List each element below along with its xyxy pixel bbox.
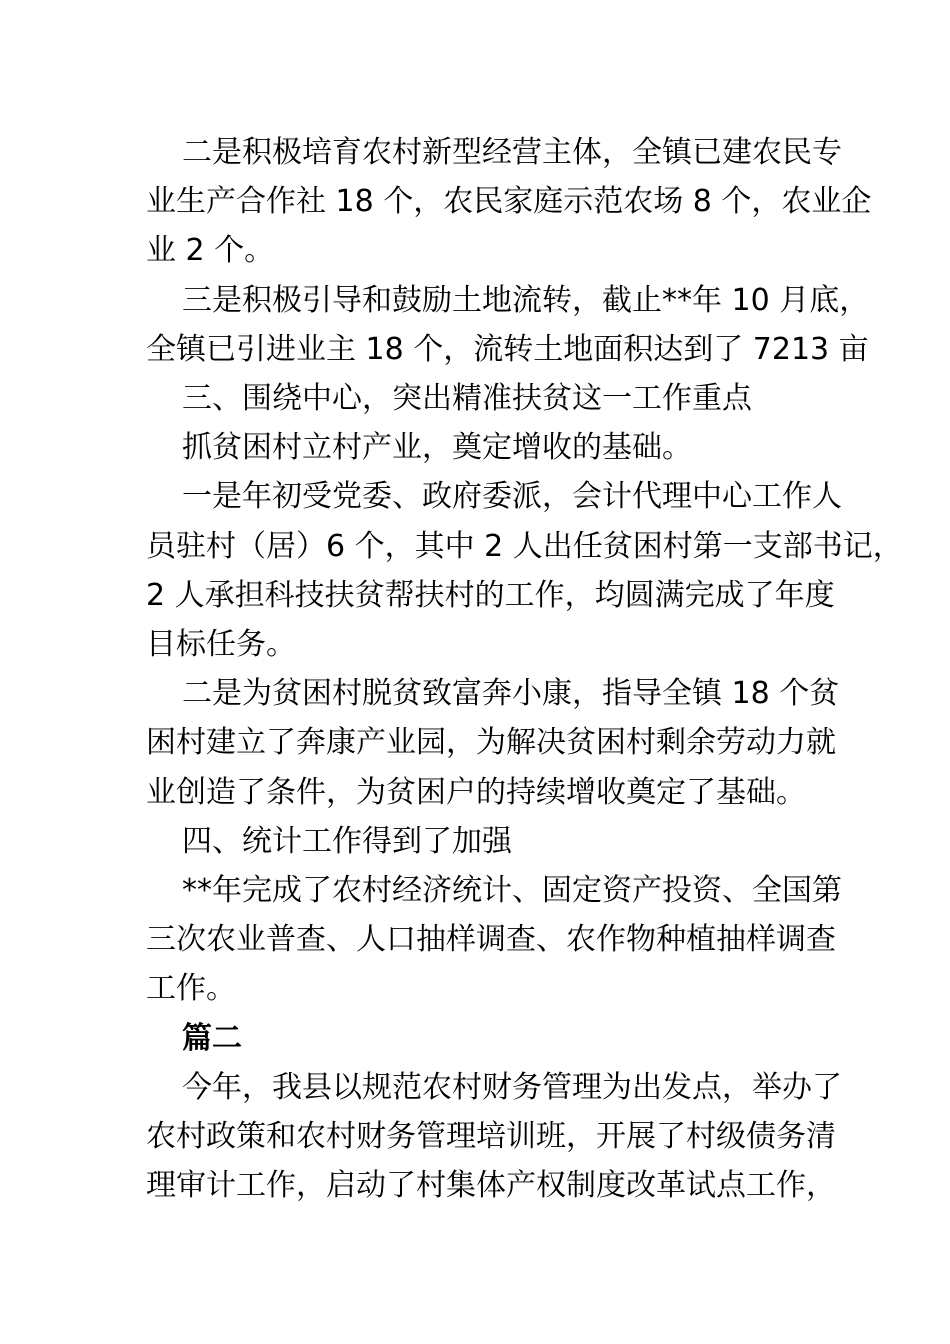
paragraph-statistics xyxy=(146,866,842,1014)
text-line: 二是积极培育农村新型经营主体，全镇已建农民专 xyxy=(182,135,842,170)
part-two-heading xyxy=(146,1014,814,1063)
paragraph-cooperatives xyxy=(146,128,872,276)
text-line: 业 2 个。 xyxy=(146,233,275,269)
text-line: 业创造了条件，为贫困户的持续增收奠定了基础。 xyxy=(146,774,806,810)
section-heading-poverty xyxy=(146,374,814,423)
text-line: 今年，我县以规范农村财务管理为出发点，举办了 xyxy=(182,1069,842,1105)
text-line: 理审计工作，启动了村集体产权制度改革试点工作， xyxy=(146,1168,836,1204)
text-line: 农村政策和农村财务管理培训班，开展了村级债务清 xyxy=(146,1119,836,1155)
text-line: **年完成了农村经济统计、固定资产投资、全国第 xyxy=(182,873,842,909)
text-line: 一是年初受党委、政府委派，会计代理中心工作人 xyxy=(182,479,842,515)
text-line: 困村建立了奔康产业园，为解决贫困村剩余劳动力就 xyxy=(146,725,836,761)
text-line: 四、统计工作得到了加强 xyxy=(182,823,512,859)
paragraph-village-staff xyxy=(146,472,903,669)
text-line: 2 人承担科技扶贫帮扶村的工作，均圆满完成了年度 xyxy=(146,577,835,613)
text-line: 二是为贫困村脱贫致富奔小康，指导全镇 18 个贫 xyxy=(182,676,840,712)
document-body xyxy=(146,128,903,1210)
text-line: 员驻村（居）6 个，其中 2 人出任贫困村第一支部书记， xyxy=(146,528,903,564)
text-line: 三、围绕中心，突出精准扶贫这一工作重点 xyxy=(182,381,752,417)
paragraph-village-industry xyxy=(146,423,814,472)
paragraph-industrial-park xyxy=(146,669,840,817)
text-line: 篇二 xyxy=(182,1020,242,1056)
paragraph-this-year xyxy=(146,1063,842,1211)
paragraph-land-transfer xyxy=(146,276,870,374)
text-line: 工作。 xyxy=(146,971,236,1007)
text-line: 业生产合作社 18 个，农民家庭示范农场 8 个，农业企 xyxy=(146,184,872,220)
section-heading-statistics xyxy=(146,817,814,866)
text-line: 抓贫困村立村产业，奠定增收的基础。 xyxy=(182,430,692,466)
text-line: 三是积极引导和鼓励土地流转，截止**年 10 月底， xyxy=(182,282,870,318)
text-line: 目标任务。 xyxy=(146,627,296,663)
text-line: 三次农业普查、人口抽样调查、农作物种植抽样调查 xyxy=(146,922,836,958)
text-line: 全镇已引进业主 18 个，流转土地面积达到了 7213 亩 xyxy=(146,331,869,367)
